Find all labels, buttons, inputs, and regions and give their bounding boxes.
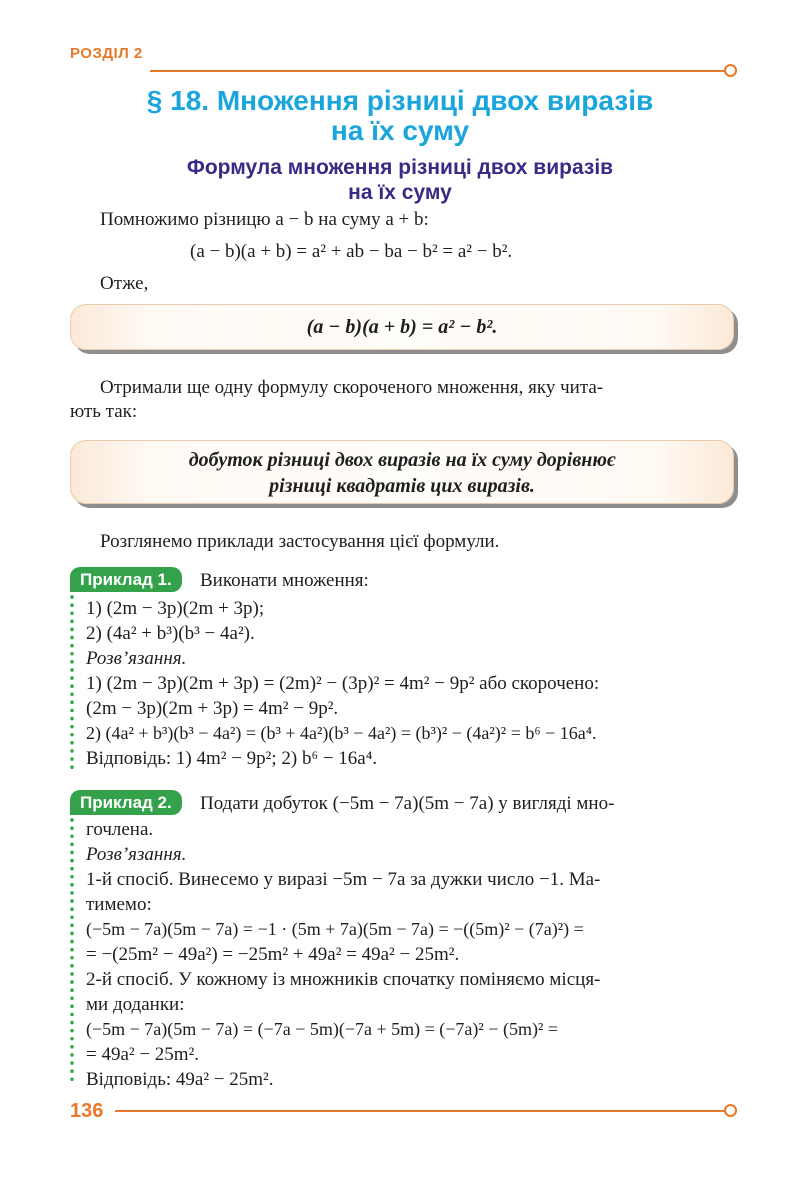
example1-item1: 1) (2m − 3p)(2m + 3p);: [86, 598, 265, 619]
rule-box: [70, 440, 734, 504]
formula-box: [70, 304, 734, 350]
example1-solution-line3: 2) (4a² + b³)(b³ − 4a²) = (b³ + 4a²)(b³ − 4a²) = (b³)² − (4a²)² = b⁶ − 16a⁴.: [86, 723, 597, 743]
example2-method2-line3: (−5m − 7a)(5m − 7a) = (−7a − 5m)(−7a + 5m) = (−7a)² − (5m)² =: [86, 1019, 558, 1039]
example2-dotted-rail: [70, 818, 74, 1088]
reading-line1: Отримали ще одну формулу скороченого множення, яку чита-: [100, 377, 604, 398]
header-rule-dot-icon: [724, 64, 737, 77]
example2-method1-line1: 1-й спосіб. Винесемо у виразі −5m − 7a за дужки число −1. Ма-: [86, 869, 601, 890]
example2-method1-line3: (−5m − 7a)(5m − 7a) = −1 · (5m + 7a)(5m − 7a) = −((5m)² − (7a)²) =: [86, 919, 584, 939]
example1-solution-label: Розв’язання.: [86, 648, 187, 669]
example2-answer: Відповідь: 49a² − 25m².: [86, 1069, 274, 1090]
footer-rule: [115, 1110, 724, 1112]
formula-text: (a − b)(a + b) = a² − b².: [306, 316, 498, 338]
example1-dotted-rail: [70, 595, 74, 770]
example1-item2: 2) (4a² + b³)(b³ − 4a²).: [86, 623, 255, 644]
example1-solution-line2: (2m − 3p)(2m + 3p) = 4m² − 9p².: [86, 698, 339, 719]
example2-method2-line4: = 49a² − 25m².: [86, 1044, 200, 1065]
page-title-line1: § 18. Множення різниці двох виразів: [146, 85, 654, 116]
example2-method1-line4: = −(25m² − 49a²) = −25m² + 49a² = 49a² − 25m².: [86, 944, 460, 965]
page-title-line2: на їх суму: [330, 115, 470, 146]
section-subtitle: [0, 155, 800, 205]
example2-solution-label: Розв’язання.: [86, 844, 187, 865]
reading-line2: ють так:: [70, 401, 138, 422]
subtitle-line2: на їх суму: [348, 181, 452, 204]
subtitle-line1: Формула множення різниці двох виразів: [186, 156, 614, 179]
header-rule: [150, 70, 724, 72]
example1-solution-line1: 1) (2m − 3p)(2m + 3p) = (2m)² − (3p)² = 4m² − 9p² або скорочено:: [86, 673, 600, 694]
section-label: РОЗДІЛ 2: [70, 45, 143, 62]
example2-method1-line2: тимемо:: [86, 894, 152, 915]
rule-line1: добуток різниці двох виразів на їх суму дорівнює: [188, 449, 616, 471]
example2-method2-line2: ми доданки:: [86, 994, 185, 1015]
example2-task-cont: гочлена.: [86, 819, 154, 840]
therefore-text: Отже,: [100, 273, 149, 294]
rule-line2: різниці квадратів цих виразів.: [269, 475, 535, 497]
examples-intro: Розглянемо приклади застосування цієї формули.: [100, 531, 500, 552]
footer-rule-dot-icon: [724, 1104, 737, 1117]
intro-line: Помножимо різницю a − b на суму a + b:: [100, 209, 429, 230]
example1-task: Виконати множення:: [200, 570, 369, 591]
intro-derivation: (a − b)(a + b) = a² + ab − ba − b² = a² − b².: [190, 241, 513, 262]
page-title: [0, 86, 800, 146]
example1-badge: Приклад 1.: [70, 567, 182, 592]
example2-badge: Приклад 2.: [70, 790, 182, 815]
example2-method2-line1: 2-й спосіб. У кожному із множників спочатку поміняємо місця-: [86, 969, 601, 990]
page-number: 136: [70, 1100, 104, 1122]
example2-task: Подати добуток (−5m − 7a)(5m − 7a) у вигляді мно-: [200, 793, 615, 814]
example1-answer: Відповідь: 1) 4m² − 9p²; 2) b⁶ − 16a⁴.: [86, 748, 378, 769]
